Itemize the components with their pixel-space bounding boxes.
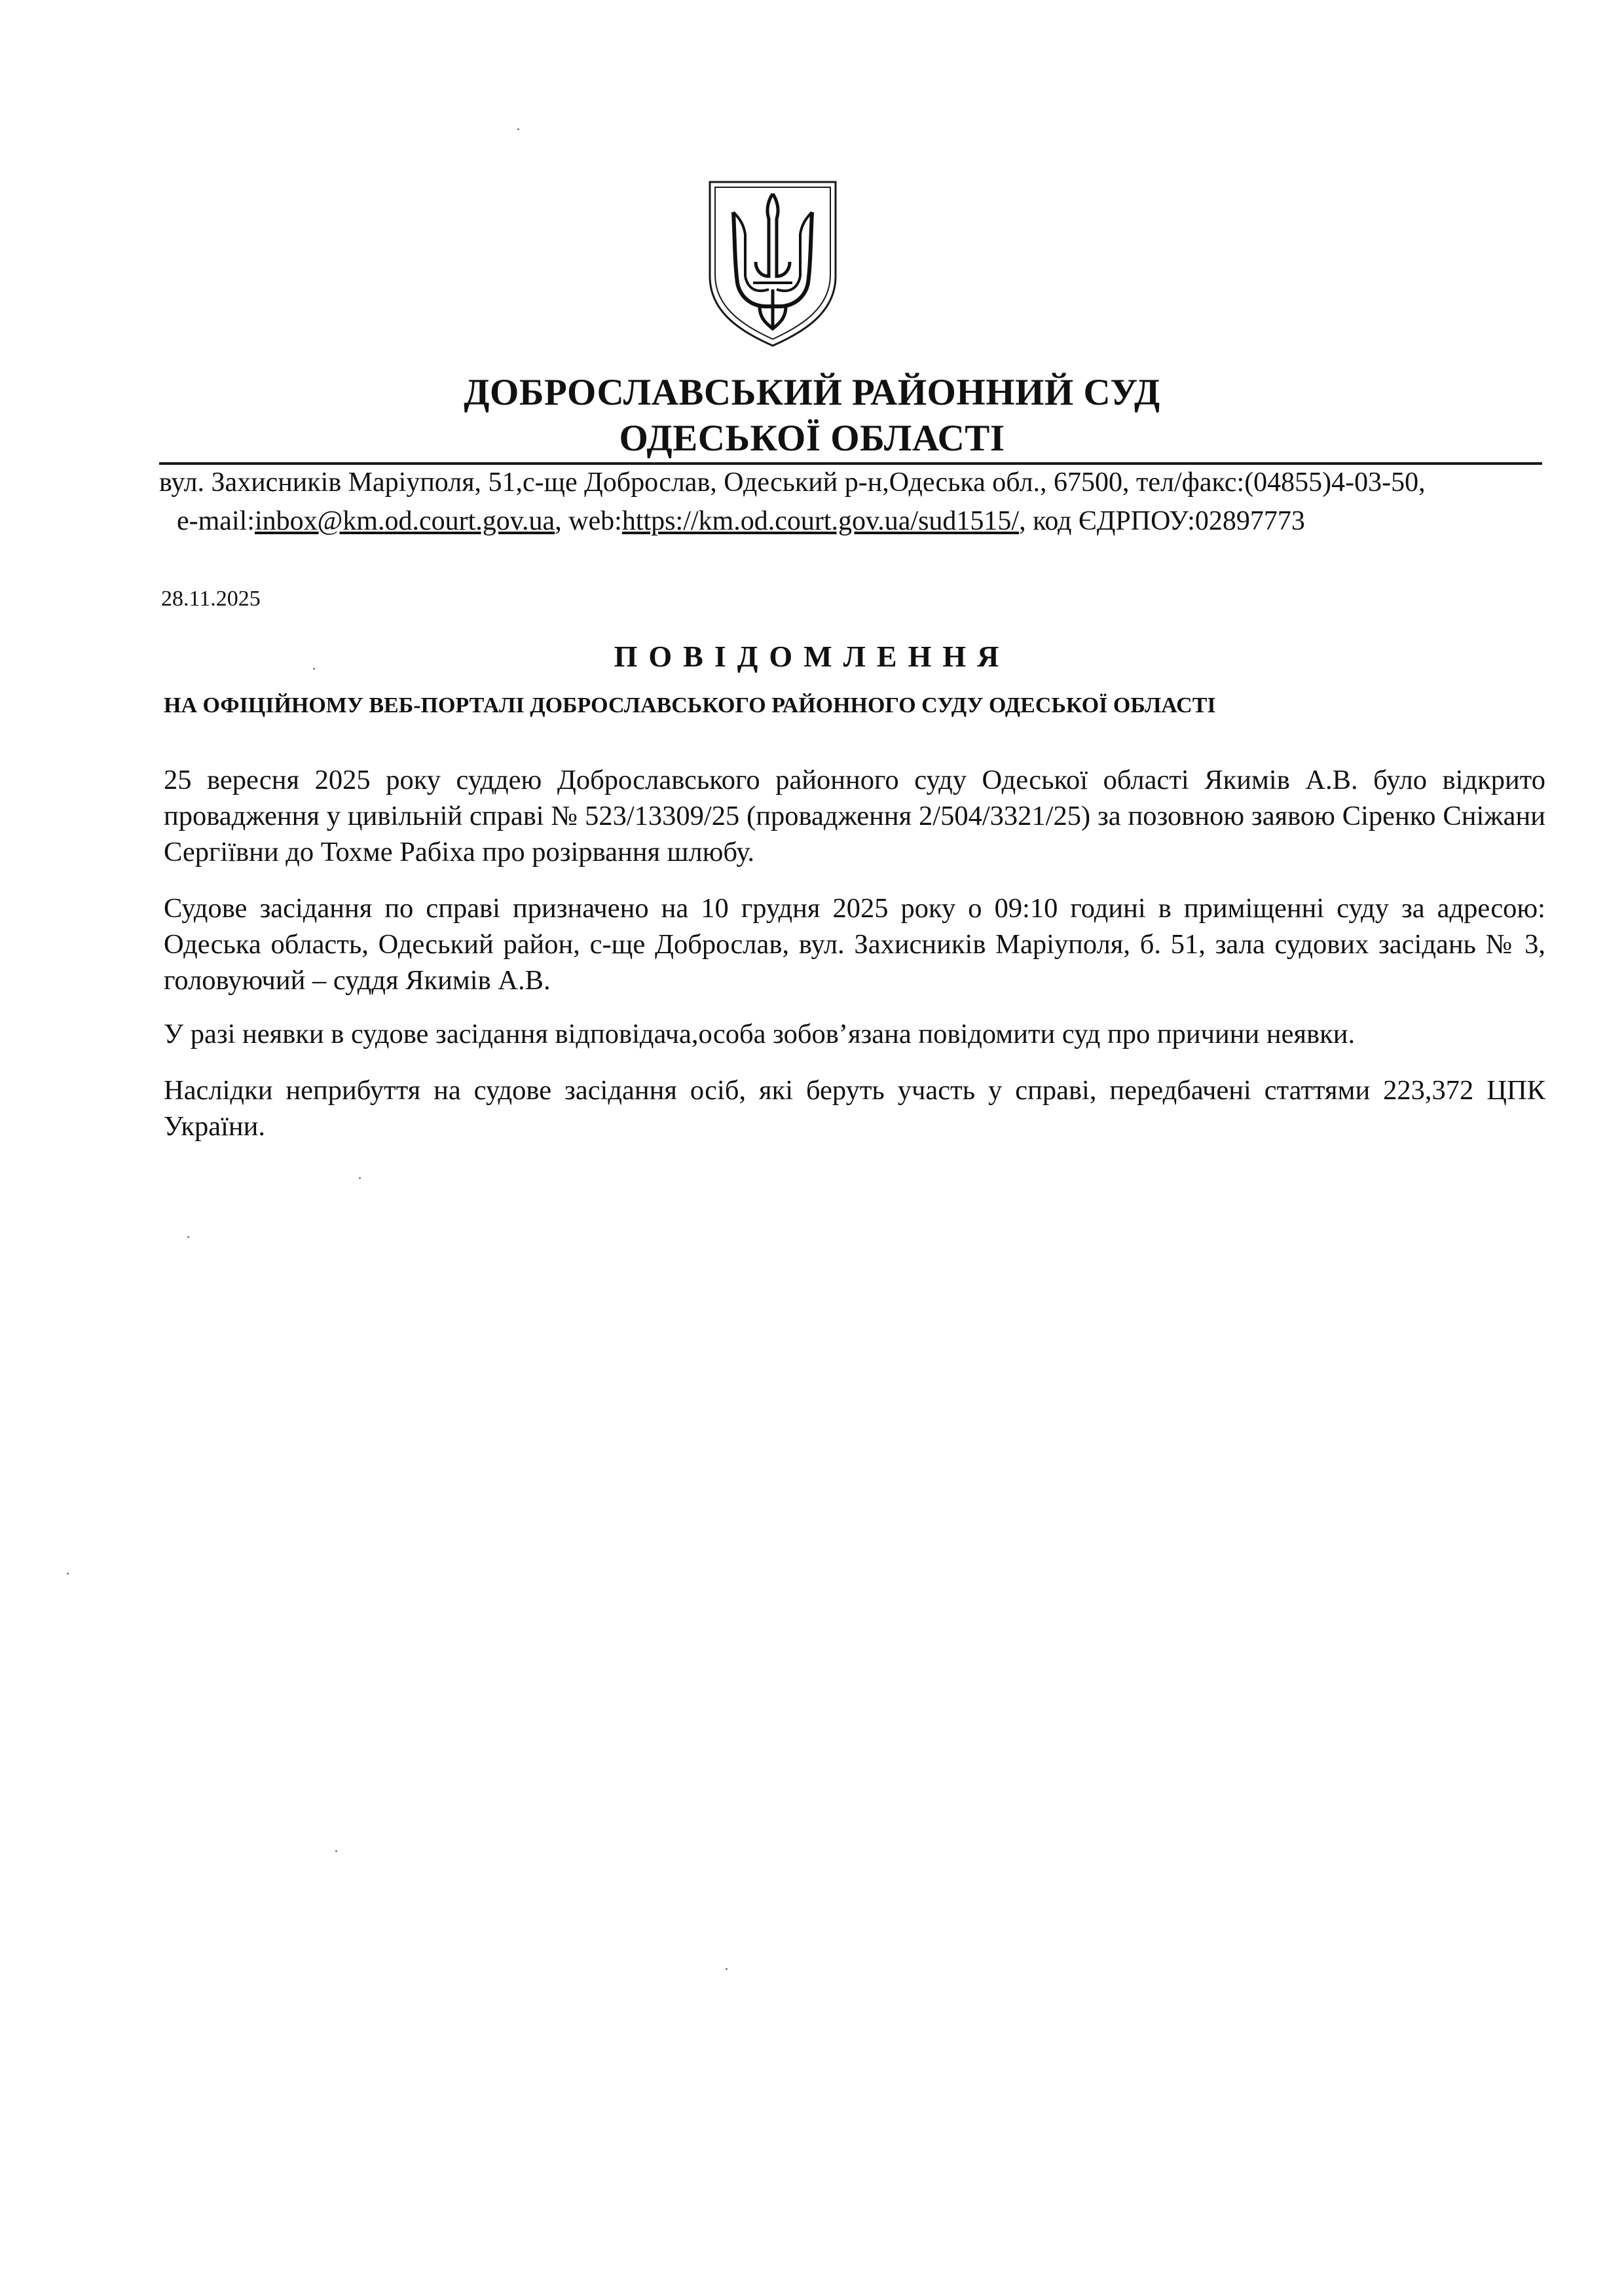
scan-speck [359,1177,361,1179]
email-link[interactable]: inbox@km.od.court.gov.ua [254,506,555,536]
scan-speck [517,128,519,130]
court-name-line2: ОДЕСЬКОЇ ОБЛАСТІ [619,418,1005,459]
trident-coat-of-arms-icon [706,178,840,350]
document-date: 28.11.2025 [161,587,261,611]
edrpou-code: 02897773 [1194,506,1305,536]
paragraph-hearing-details: Судове засідання по справі призначено на 10 грудня 2025 року о 09:10 годині в приміщенні суду за адресою: Одеська область, Одеський район, с-ще Доброслав, вул. Захисників Маріуполя, б. 51, зала судових засідань № 3, головуючий – суддя Якимів А.В. [164,893,1545,996]
notice-title: ПОВІДОМЛЕННЯ [614,640,1010,673]
scan-speck [313,668,315,670]
scan-speck [335,1850,337,1852]
scan-speck [726,1968,728,1970]
scan-speck [187,1236,189,1238]
code-label: , код ЄДРПОУ: [1019,506,1195,536]
court-address: вул. Захисників Маріуполя, 51,с-ще Доброслав, Одеський р-н,Одеська обл., 67500, тел/факс:(04855)4-03-50, [159,467,1426,498]
court-contacts [177,507,1305,535]
website-link[interactable]: https://km.od.court.gov.ua/sud1515/ [621,506,1020,536]
court-name-line1: ДОБРОСЛАВСЬКИЙ РАЙОННИЙ СУД [464,372,1160,413]
paragraph-absence-notice: У разі неявки в судове засідання відповідача,особа зобов’язана повідомити суд про причини неявки. [164,1019,1356,1049]
header-divider [159,462,1542,465]
paragraph-consequences: Наслідки неприбуття на судове засідання осіб, які беруть участь у справі, передбачені статтями 223,372 ЦПК України. [164,1075,1545,1142]
notice-subtitle: НА ОФІЦІЙНОМУ ВЕБ-ПОРТАЛІ ДОБРОСЛАВСЬКОГО РАЙОННОГО СУДУ ОДЕСЬКОЇ ОБЛАСТІ [164,693,1216,718]
web-label: , web: [555,506,622,536]
email-label: e-mail: [177,506,255,536]
scan-speck [67,1573,69,1575]
paragraph-case-opening: 25 вересня 2025 року суддею Доброславського районного суду Одеської області Якимів А.В. було відкрито провадження у цивільній справі № 523/13309/25 (провадження 2/504/3321/25) за позовною заявою Сіренко Сніжани Сергіївни до Тохме Рабіха про розірвання шлюбу. [164,765,1545,867]
